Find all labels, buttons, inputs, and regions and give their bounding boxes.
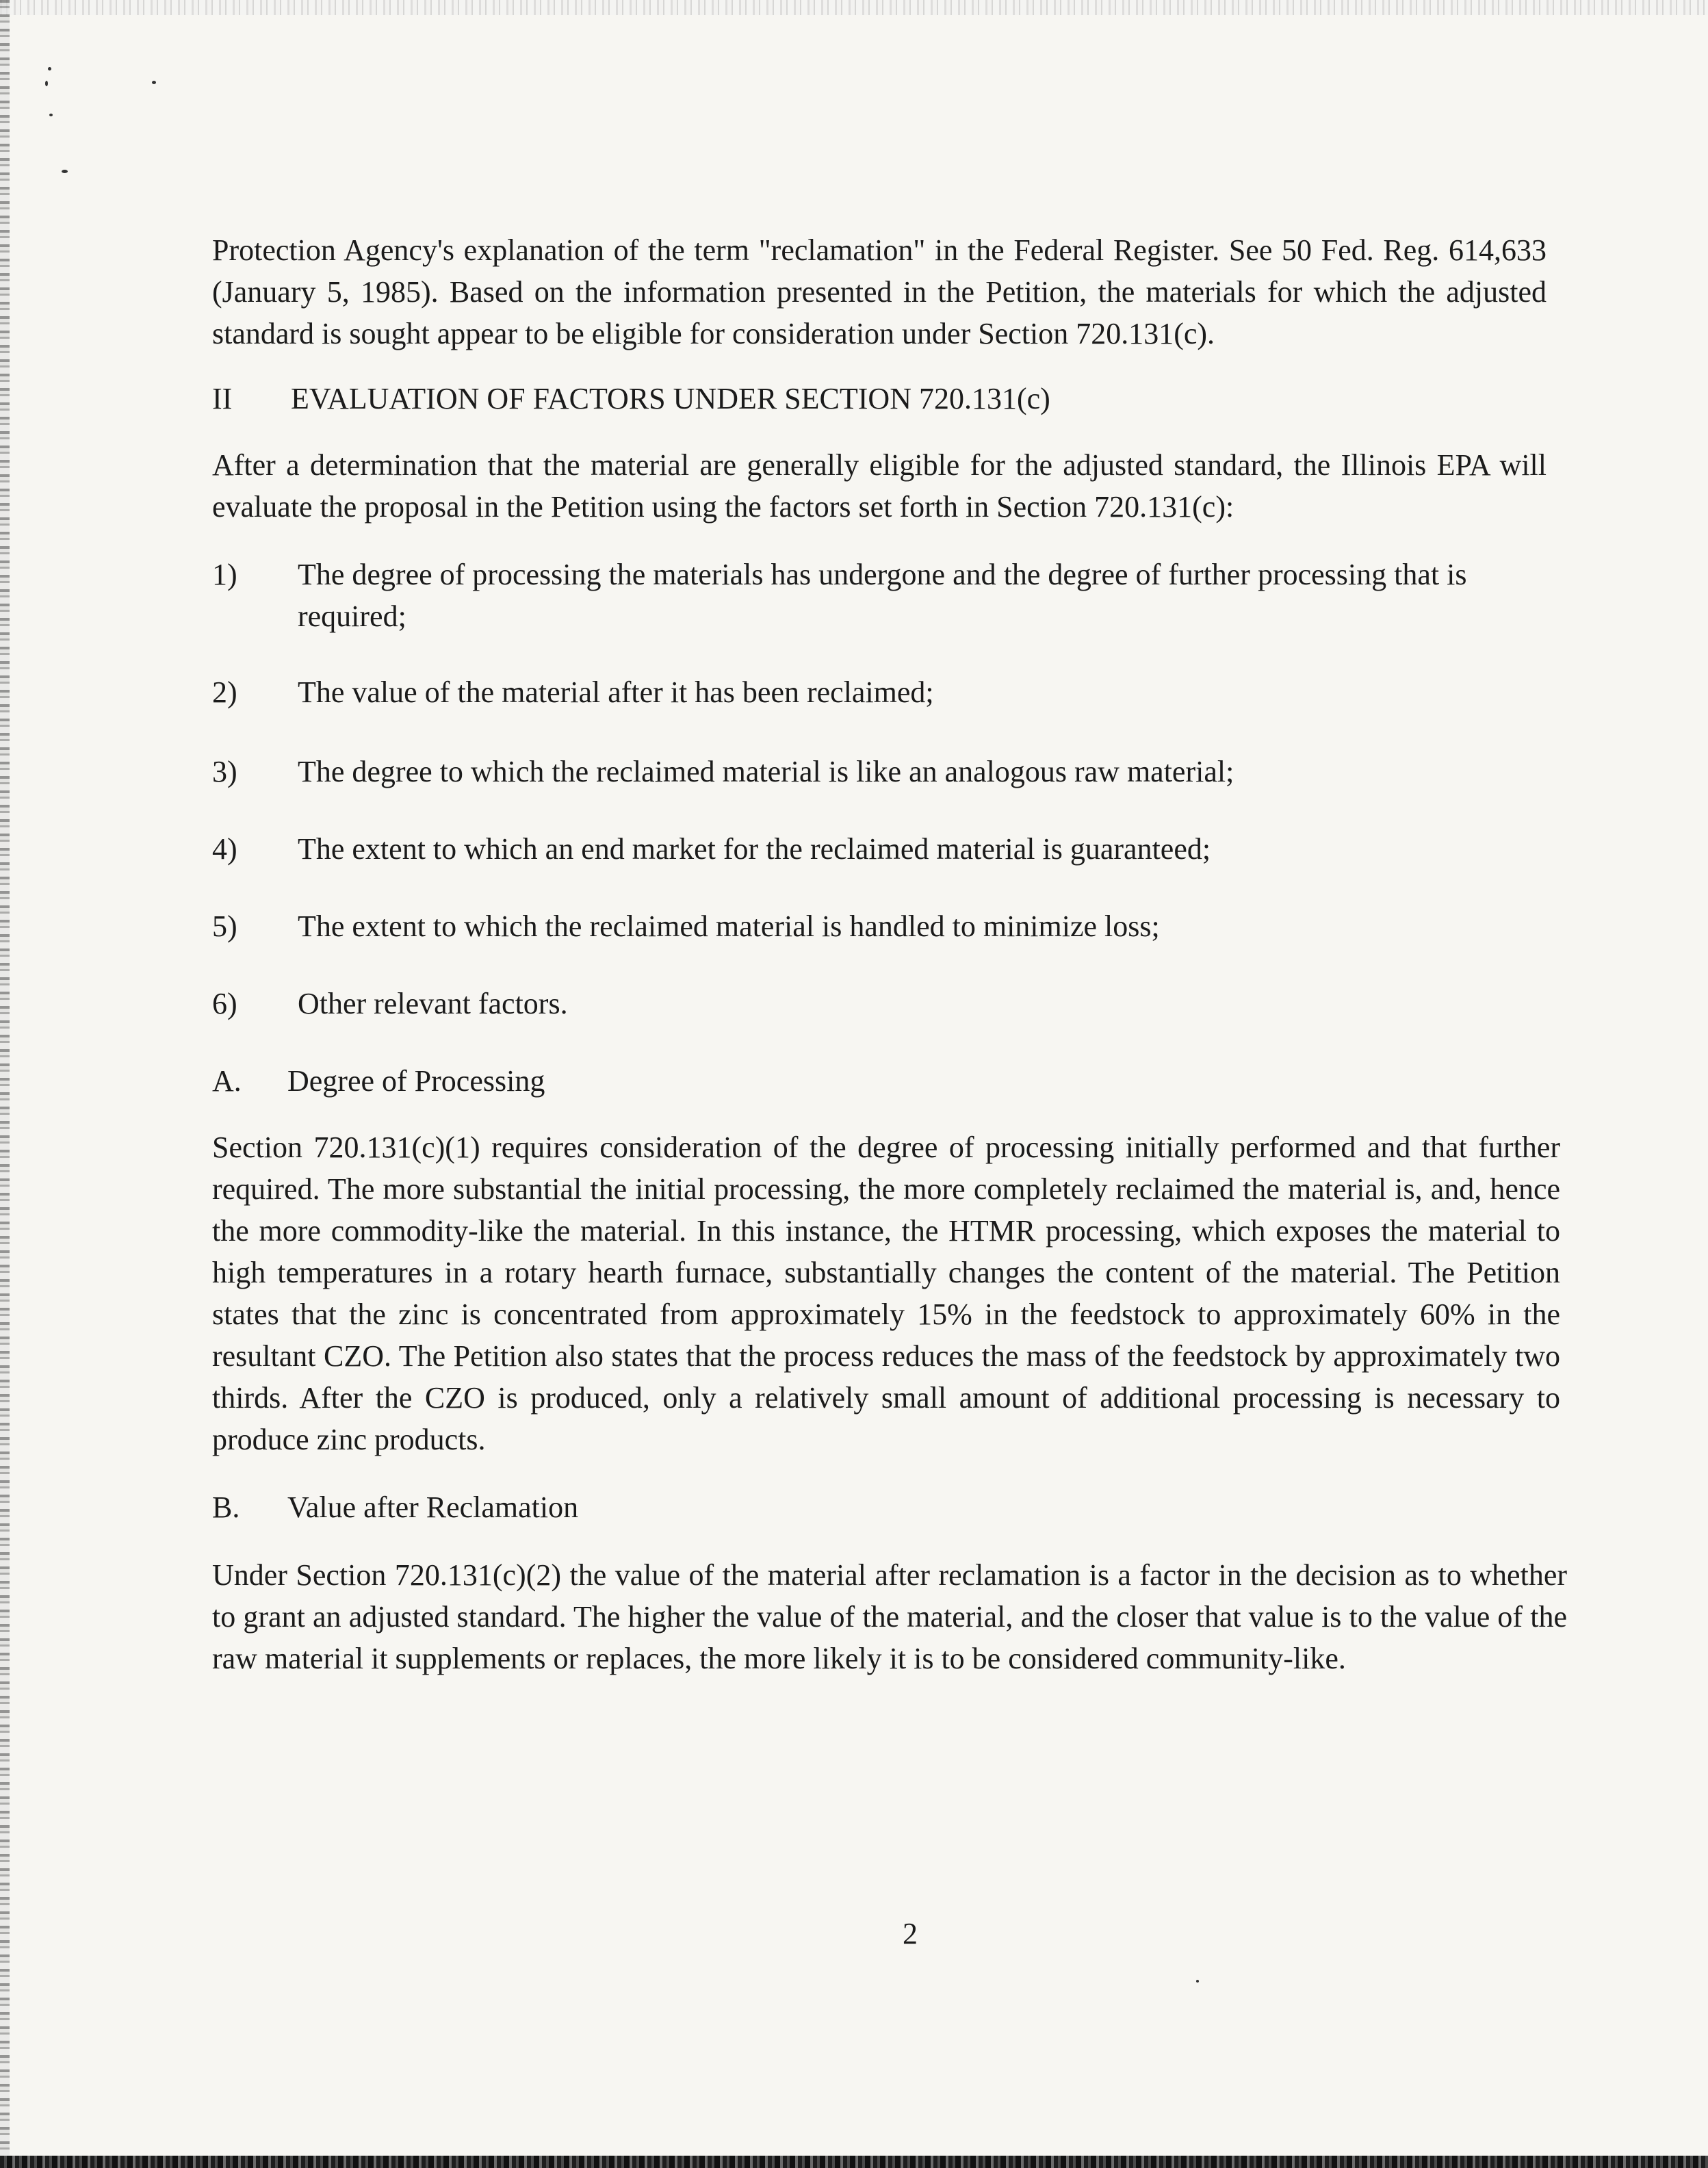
scan-speck — [48, 67, 51, 70]
subsection-b-heading — [212, 1486, 1553, 1528]
scan-noise-top — [0, 0, 1708, 15]
page-number: 2 — [903, 1917, 918, 1950]
list-item — [212, 983, 1553, 1024]
list-item-number: 2) — [212, 675, 237, 709]
list-item — [212, 751, 1553, 792]
list-item — [212, 828, 1553, 870]
subsection-title: Degree of Processing — [287, 1064, 545, 1098]
scan-speck — [45, 81, 48, 86]
list-item-number: 6) — [212, 987, 237, 1020]
subsection-b-body: Under Section 720.131(c)(2) the value of the material after reclamation is a factor in the decision as to whether to grant an adjusted standard. The higher the value of the material, and the closer that value is to the value of the raw material it supplements or replaces, the more likely it is to be considered community-like. — [212, 1558, 1567, 1675]
list-item-number: 1) — [212, 558, 237, 591]
scan-speck — [1196, 1980, 1199, 1983]
list-item-text: The degree to which the reclaimed material is like an analogous raw material; — [298, 755, 1234, 788]
factors-list — [212, 554, 1553, 1024]
subsection-letter: B. — [212, 1490, 240, 1524]
section-number: II — [212, 382, 233, 415]
list-item-text: The extent to which an end market for the reclaimed material is guaranteed; — [298, 832, 1211, 866]
list-item-text: The degree of processing the materials has undergone and the degree of further processing that is required; — [298, 558, 1467, 633]
subsection-letter: A. — [212, 1064, 242, 1098]
list-item-text: The value of the material after it has been reclaimed; — [298, 675, 934, 709]
subsection-title: Value after Reclamation — [287, 1490, 579, 1524]
section-intro-paragraph: After a determination that the material are generally eligible for the adjusted standard, the Illinois EPA will evaluate the proposal in the Petition using the factors set forth in Section 720.131(c): — [212, 448, 1547, 524]
scan-speck — [62, 170, 68, 173]
list-item-text: The extent to which the reclaimed material is handled to minimize loss; — [298, 909, 1160, 943]
subsection-a-heading — [212, 1060, 1553, 1102]
list-item-text: Other relevant factors. — [298, 987, 568, 1020]
scan-noise-left — [0, 0, 10, 2168]
list-item-number: 5) — [212, 909, 237, 943]
document-page — [212, 229, 1567, 1679]
section-title: EVALUATION OF FACTORS UNDER SECTION 720.131(c) — [291, 382, 1050, 415]
subsection-a-body: Section 720.131(c)(1) requires consideration of the degree of processing initially performed and that further required. The more substantial the initial processing, the more completely reclaimed the material is, and, hence the more commodity-like the material. In this instance, the HTMR processing, which exposes the material to high temperatures in a rotary hearth furnace, substantially changes the content of the material. The Petition states that the zinc is concentrated from approximately 15% in the feedstock to approximately 60% in the resultant CZO. The Petition also states that the process reduces the mass of the feedstock by approximately two thirds. After the CZO is produced, only a relatively small amount of additional processing is necessary to produce zinc products. — [212, 1131, 1560, 1456]
list-item — [212, 905, 1553, 947]
intro-paragraph: Protection Agency's explanation of the term "reclamation" in the Federal Register. See 50 Fed. Reg. 614,633 (January 5, 1985). Based on the information presented in the Petition, the materials for which the adjusted standard is sought appear to be eligible for consideration under Section 720.131(c). — [212, 233, 1547, 350]
scan-noise-bottom — [0, 2156, 1708, 2168]
list-item — [212, 671, 1553, 713]
scan-speck — [152, 81, 156, 84]
scan-speck — [49, 114, 53, 116]
section-heading — [212, 378, 1553, 420]
list-item-number: 4) — [212, 832, 237, 866]
list-item — [212, 554, 1553, 637]
list-item-number: 3) — [212, 755, 237, 788]
